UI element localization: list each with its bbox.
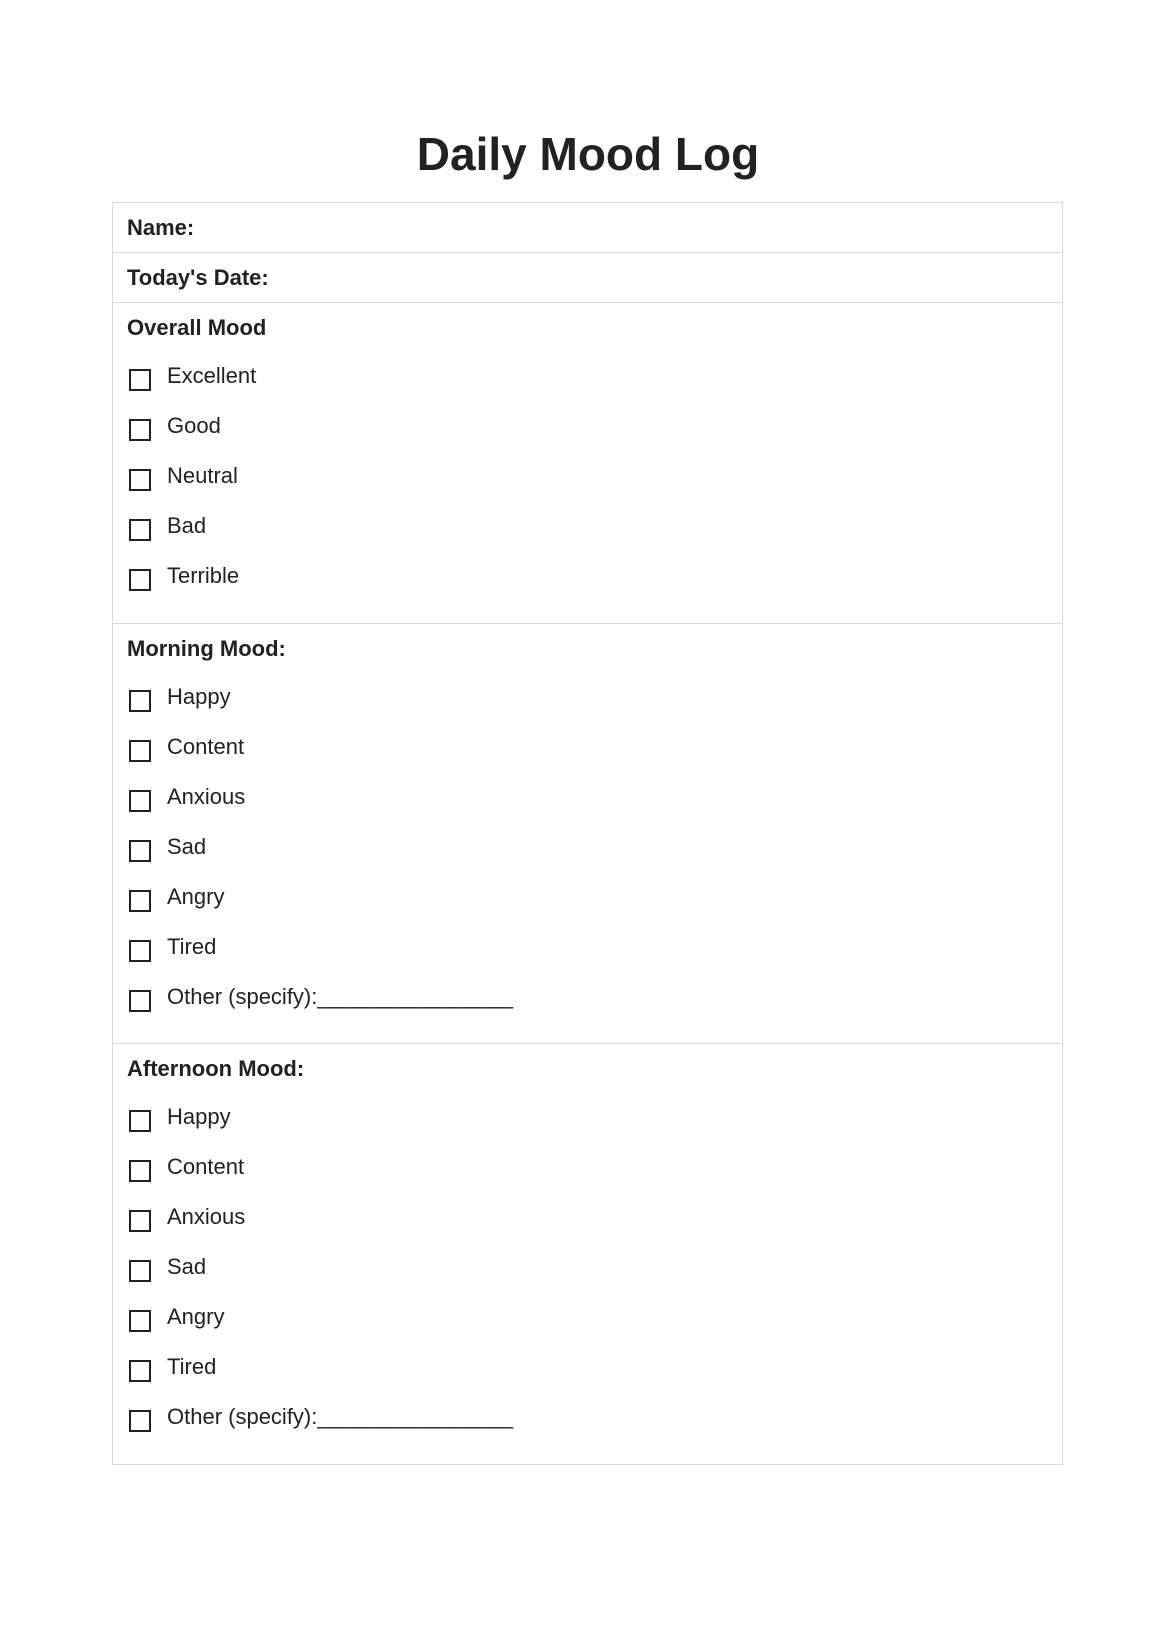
overall-mood-section: [113, 303, 1062, 624]
option-label: Angry: [167, 1304, 225, 1329]
morning-mood-option-sad[interactable]: [127, 824, 1062, 874]
option-label: Terrible: [167, 563, 240, 588]
option-label: Good: [167, 413, 221, 438]
overall-mood-option-bad[interactable]: [127, 503, 1062, 553]
overall-mood-option-terrible[interactable]: [127, 553, 1062, 603]
afternoon-mood-options: [127, 1094, 1062, 1444]
checkbox-icon[interactable]: [129, 469, 151, 491]
option-label: Tired: [167, 934, 217, 959]
afternoon-mood-section: [113, 1044, 1062, 1464]
afternoon-mood-option-other[interactable]: [127, 1394, 1062, 1444]
overall-mood-options: [127, 353, 1062, 603]
checkbox-icon[interactable]: [129, 1160, 151, 1182]
checkbox-icon[interactable]: [129, 519, 151, 541]
option-label: Other (specify):________________: [167, 1404, 514, 1429]
afternoon-mood-option-angry[interactable]: [127, 1294, 1062, 1344]
option-label: Excellent: [167, 363, 257, 388]
option-label: Angry: [167, 884, 225, 909]
name-row[interactable]: [113, 203, 1062, 253]
overall-mood-option-excellent[interactable]: [127, 353, 1062, 403]
morning-mood-option-other[interactable]: [127, 974, 1062, 1024]
option-label: Tired: [167, 1354, 217, 1379]
checkbox-icon[interactable]: [129, 1360, 151, 1382]
morning-mood-section: [113, 624, 1062, 1044]
checkbox-icon[interactable]: [129, 740, 151, 762]
option-label: Anxious: [167, 784, 246, 809]
checkbox-icon[interactable]: [129, 940, 151, 962]
option-label: Sad: [167, 1254, 207, 1279]
morning-mood-option-tired[interactable]: [127, 924, 1062, 974]
morning-mood-option-angry[interactable]: [127, 874, 1062, 924]
afternoon-mood-title: Afternoon Mood:: [127, 1056, 305, 1081]
option-label: Neutral: [167, 463, 238, 488]
morning-mood-option-content[interactable]: [127, 724, 1062, 774]
afternoon-mood-option-content[interactable]: [127, 1144, 1062, 1194]
option-label: Bad: [167, 513, 207, 538]
option-label: Sad: [167, 834, 207, 859]
morning-mood-options: [127, 674, 1062, 1024]
overall-mood-option-good[interactable]: [127, 403, 1062, 453]
checkbox-icon[interactable]: [129, 1260, 151, 1282]
afternoon-mood-option-anxious[interactable]: [127, 1194, 1062, 1244]
option-label: Content: [167, 734, 245, 759]
morning-mood-option-anxious[interactable]: [127, 774, 1062, 824]
option-label: Other (specify):________________: [167, 984, 514, 1009]
morning-mood-title: Morning Mood:: [127, 636, 286, 661]
checkbox-icon[interactable]: [129, 419, 151, 441]
checkbox-icon[interactable]: [129, 990, 151, 1012]
checkbox-icon[interactable]: [129, 890, 151, 912]
checkbox-icon[interactable]: [129, 1310, 151, 1332]
checkbox-icon[interactable]: [129, 1110, 151, 1132]
checkbox-icon[interactable]: [129, 790, 151, 812]
page-title: Daily Mood Log: [416, 127, 760, 180]
morning-mood-option-happy[interactable]: [127, 674, 1062, 724]
date-label: Today's Date:: [127, 264, 269, 290]
checkbox-icon[interactable]: [129, 369, 151, 391]
option-label: Content: [167, 1154, 245, 1179]
date-row[interactable]: [113, 253, 1062, 303]
overall-mood-title: Overall Mood: [127, 315, 267, 340]
checkbox-icon[interactable]: [129, 1210, 151, 1232]
afternoon-mood-option-tired[interactable]: [127, 1344, 1062, 1394]
checkbox-icon[interactable]: [129, 1410, 151, 1432]
option-label: Anxious: [167, 1204, 246, 1229]
afternoon-mood-option-sad[interactable]: [127, 1244, 1062, 1294]
overall-mood-option-neutral[interactable]: [127, 453, 1062, 503]
checkbox-icon[interactable]: [129, 690, 151, 712]
checkbox-icon[interactable]: [129, 840, 151, 862]
mood-log-form: [112, 202, 1063, 1465]
option-label: Happy: [167, 684, 231, 709]
name-label: Name:: [127, 214, 195, 240]
option-label: Happy: [167, 1104, 231, 1129]
checkbox-icon[interactable]: [129, 569, 151, 591]
afternoon-mood-option-happy[interactable]: [127, 1094, 1062, 1144]
